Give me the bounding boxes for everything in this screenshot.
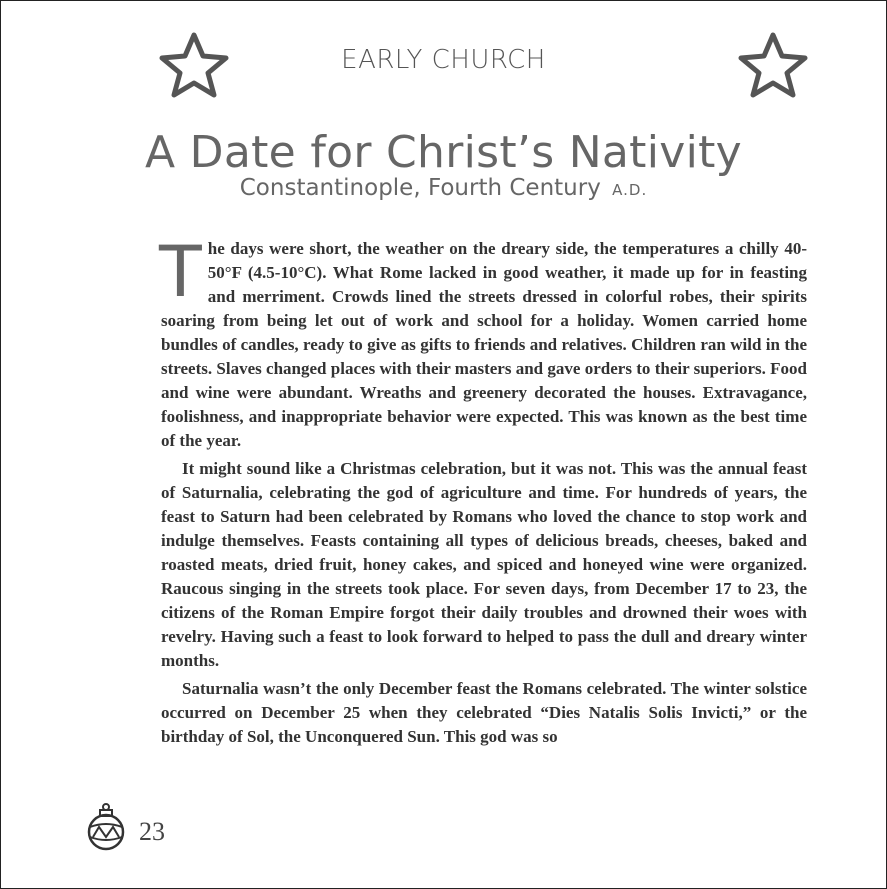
subtitle-era: A.D. xyxy=(612,181,648,199)
drop-cap: T xyxy=(159,231,202,313)
article-title: A Date for Christ’s Nativity xyxy=(144,127,743,178)
article-subtitle xyxy=(1,175,886,201)
paragraph-text: he days were short, the weather on the dreary side, the temperatures a chilly 40-50°F (4.5-10°C). What Rome lacked in good weather, it made up for in feasting and merriment. Crowds lined the streets dressed in colorful robes, their spirits soaring from being let out of work and school for a holiday. Women carried home bundles of candles, ready to give as gifts to friends and relatives. Children ran wild in the streets. Slaves changed places with their masters and gave orders to their superiors. Food and wine were abundant. Wreaths and greenery decorated the houses. Extravagance, foolishness, and inappropriate behavior were expected. This was known as the best time of the year. xyxy=(161,239,807,450)
section-header: EARLY CHURCH xyxy=(341,45,546,75)
article-body xyxy=(159,231,807,753)
christmas-ornament-icon xyxy=(85,799,127,851)
paragraph xyxy=(159,231,807,453)
star-outline-icon xyxy=(737,31,809,99)
paragraph: Saturnalia wasn’t the only December feast the Romans celebrated. The winter solstice occurred on December 25 when they celebrated “Dies Natalis Solis Invicti,” or the birthday of Sol, the Unconquered Sun. This god was so xyxy=(161,679,807,746)
paragraph: It might sound like a Christmas celebration, but it was not. This was the annual feast of Saturnalia, celebrating the god of agriculture and time. For hundreds of years, the feast to Saturn had been celebrated by Romans who loved the chance to stop work and indulge themselves. Feasts containing all types of delicious breads, cheeses, baked and roasted meats, dried fruit, honey cakes, and spiced and honeyed wine were organized. Raucous singing in the streets took place. For seven days, from December 17 to 23, the citizens of the Roman Empire forgot their daily troubles and drowned their woes with revelry. Having such a feast to look forward to helped to pass the dull and dreary winter months. xyxy=(161,459,807,670)
subtitle-place: Constantinople, Fourth Century xyxy=(239,175,601,201)
page-number: 23 xyxy=(139,817,165,846)
